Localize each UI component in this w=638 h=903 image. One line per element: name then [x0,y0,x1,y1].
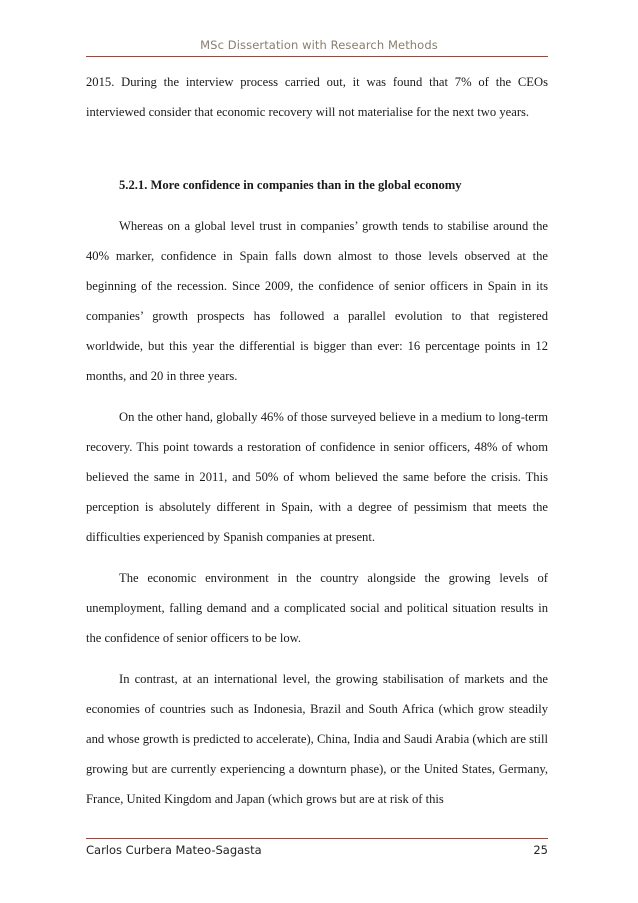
body-text [86,67,548,814]
header-rule [86,56,548,57]
paragraph-spacer [86,552,548,563]
paragraph-spacer [86,391,548,402]
page-number: 25 [533,843,548,857]
paragraph-international-level: In contrast, at an international level, the growing stabilisation of markets and the economies of countries such as Indonesia, Brazil and South Africa (which grow steadily and whose growth is predicted to accelerate), China, India and Saudi Arabia (which are still growing but are currently experiencing a downturn phase), or the United States, Germany, France, United Kingdom and Japan (which grows but are at risk of this [86,672,548,806]
running-header: MSc Dissertation with Research Methods [200,38,438,52]
footer-author: Carlos Curbera Mateo-Sagasta [86,843,262,857]
paragraph-spacer [86,200,548,211]
paragraph-continuation: 2015. During the interview process carried out, it was found that 7% of the CEOs interviewed consider that economic recovery will not materialise for the next two years. [86,75,548,119]
paragraph-economic-environment: The economic environment in the country alongside the growing levels of unemployment, falling demand and a complicated social and political situation results in the confidence of senior officers to be low. [86,571,548,645]
section-spacer [86,127,548,170]
paragraph-spacer [86,653,548,664]
section-heading: 5.2.1. More confidence in companies than in the global economy [119,178,462,192]
footer-rule [86,838,548,839]
paragraph-global-recovery: On the other hand, globally 46% of those surveyed believe in a medium to long-term recovery. This point towards a restoration of confidence in senior officers, 48% of whom believed the same in 2011, and 50% of whom believed the same before the crisis. This perception is absolutely different in Spain, with a degree of pessimism that meets the difficulties experienced by Spanish companies at present. [86,410,548,544]
paragraph-confidence-spain: Whereas on a global level trust in companies’ growth tends to stabilise around the 40% marker, confidence in Spain falls down almost to those levels observed at the beginning of the recession. Since 2009, the confidence of senior officers in Spain in its companies’ growth prospects has followed a parallel evolution to that registered worldwide, but this year the differential is bigger than ever: 16 percentage points in 12 months, and 20 in three years. [86,219,548,383]
